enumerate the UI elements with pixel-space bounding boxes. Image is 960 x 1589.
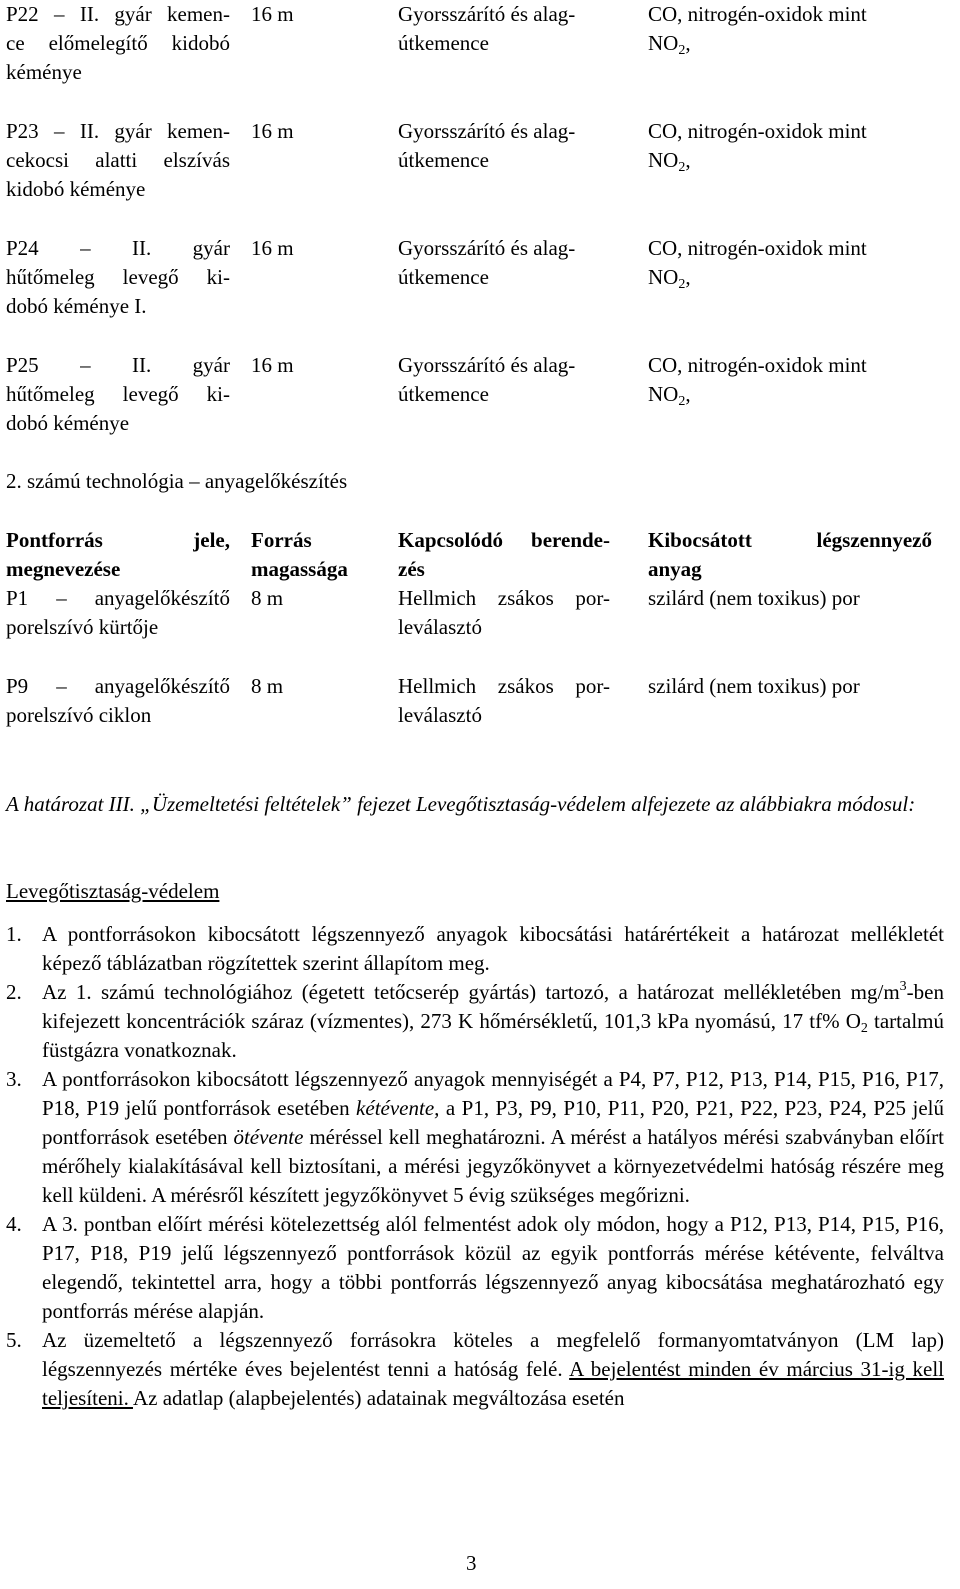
pollutant-cell: CO, nitrogén-oxidok mint $NO_2$, [648, 353, 867, 409]
pollutant-cell: CO, nitrogén-oxidok mint $NO_2$, [648, 119, 867, 175]
list-number: 5. [6, 1328, 22, 1352]
list-item: 1. A pontforrásokon kibocsátott légszennyező anyagok kibocsátási határértékeit a határozat mellékletét képező táblázatban rögzítettek szerint állapítom meg. [6, 922, 944, 975]
source-cell: P24 – II. gyár hűtőmeleg levegő ki- dobó kéménye I. [6, 236, 230, 318]
height-cell: 16 m [251, 2, 294, 26]
height-cell: 16 m [251, 353, 294, 377]
section-heading: 2. számú technológia – anyagelőkészítés [6, 469, 348, 493]
list-item: 4. A 3. pontban előírt mérési kötelezettség alól felmentést adok oly módon, hogy a P12, P13, P14, P15, P16, P17, P18, P19 jelű légszennyező pontforrások közül az egyik pontforrás mérése kétévente, felváltva elegendő, tekintettel arra, hogy a többi pontforrás légszennyező anyag kibocsátása meghatározható egy pontforrás mérése alapján. [6, 1212, 944, 1323]
source-cell: P1 – anyagelőkészítő porelszívó kürtője [6, 586, 230, 639]
list-number: 4. [6, 1212, 22, 1236]
equipment-cell: Hellmich zsákos por- leválasztó [398, 586, 610, 639]
pollutant-cell: CO, nitrogén-oxidok mint $NO_2$, [648, 2, 867, 58]
source-cell: P22 – II. gyár kemen- ce előmelegítő kidobó kéménye [6, 2, 230, 84]
header-source: Pontforrás jele, megnevezése [6, 528, 230, 581]
subsection-title: Levegőtisztaság-védelem [6, 879, 220, 903]
list-number: 3. [6, 1067, 22, 1091]
height-cell: 8 m [251, 674, 284, 698]
source-cell: P23 – II. gyár kemen- cekocsi alatti elszívás kidobó kéménye [6, 119, 230, 201]
height-cell: 8 m [251, 586, 284, 610]
list-item: 2. Az 1. számú technológiához (égetett tetőcserép gyártás) tartozó, a határozat mellékletében $mg/m^3$-ben kifejezett koncentrációk száraz (vízmentes), 273 K hőmérsékletű, 101,3 kPa nyomású, 17 tf% $O_2$ tartalmú füstgázra vonatkoznak. [6, 979, 944, 1062]
equipment-cell: Gyorsszárító és alag- útkemence [398, 2, 576, 55]
pollutant-cell: CO, nitrogén-oxidok mint $NO_2$, [648, 236, 867, 292]
equipment-cell: Gyorsszárító és alag- útkemence [398, 236, 576, 289]
list-item: 3. A pontforrásokon kibocsátott légszennyező anyagok mennyiségét a P4, P7, P12, P13, P14, P15, P16, P17, P18, P19 jelű pontforrások esetében kétévente, a P1, P3, P9, P10, P11, P20, P21, P22, P23, P24, P25 jelű pontforrások esetében ötévente méréssel kell meghatározni. A mérést a hatályos mérési szabványban előírt mérőhely kialakításával kell biztosítani, a mérési jegyzőkönyvet a környezetvédelmi hatóság részére meg kell küldeni. A mérésről készített jegyzőkönyvet 5 évig szükséges megőrizni. [6, 1067, 944, 1207]
equipment-cell: Hellmich zsákos por- leválasztó [398, 674, 610, 727]
height-cell: 16 m [251, 119, 294, 143]
list-item: 5. Az üzemeltető a légszennyező forrásokra köteles a megfelelő formanyomtatványon (LM lap) légszennyezés mértéke éves bejelentést tenni a hatóság felé. A bejelentést minden év március 31-ig kell teljesíteni. Az adatlap (alapbejelentés) adatainak megváltozása esetén [6, 1328, 945, 1410]
pollutant-cell: szilárd (nem toxikus) por [648, 674, 860, 698]
list-number: 1. [6, 922, 22, 946]
source-cell: P25 – II. gyár hűtőmeleg levegő ki- dobó kéménye [6, 353, 230, 435]
height-cell: 16 m [251, 236, 294, 260]
page-number: 3 [466, 1551, 477, 1575]
header-equipment: Kapcsolódó berende- zés [398, 528, 610, 581]
pollutant-cell: szilárd (nem toxikus) por [648, 586, 860, 610]
equipment-cell: Gyorsszárító és alag- útkemence [398, 119, 576, 172]
requirements-list [0, 920, 944, 1413]
equipment-cell: Gyorsszárító és alag- útkemence [398, 353, 576, 406]
source-cell: P9 – anyagelőkészítő porelszívó ciklon [6, 674, 230, 727]
amendment-intro: A határozat III. „Üzemeltetési feltételek” fejezet Levegőtisztaság-védelem alfejezete az alábbiakra módosul: [6, 792, 916, 816]
header-height: Forrás magassága [251, 528, 348, 581]
header-pollutant: Kibocsátott légszennyező anyag [648, 528, 932, 581]
list-number: 2. [6, 980, 22, 1004]
